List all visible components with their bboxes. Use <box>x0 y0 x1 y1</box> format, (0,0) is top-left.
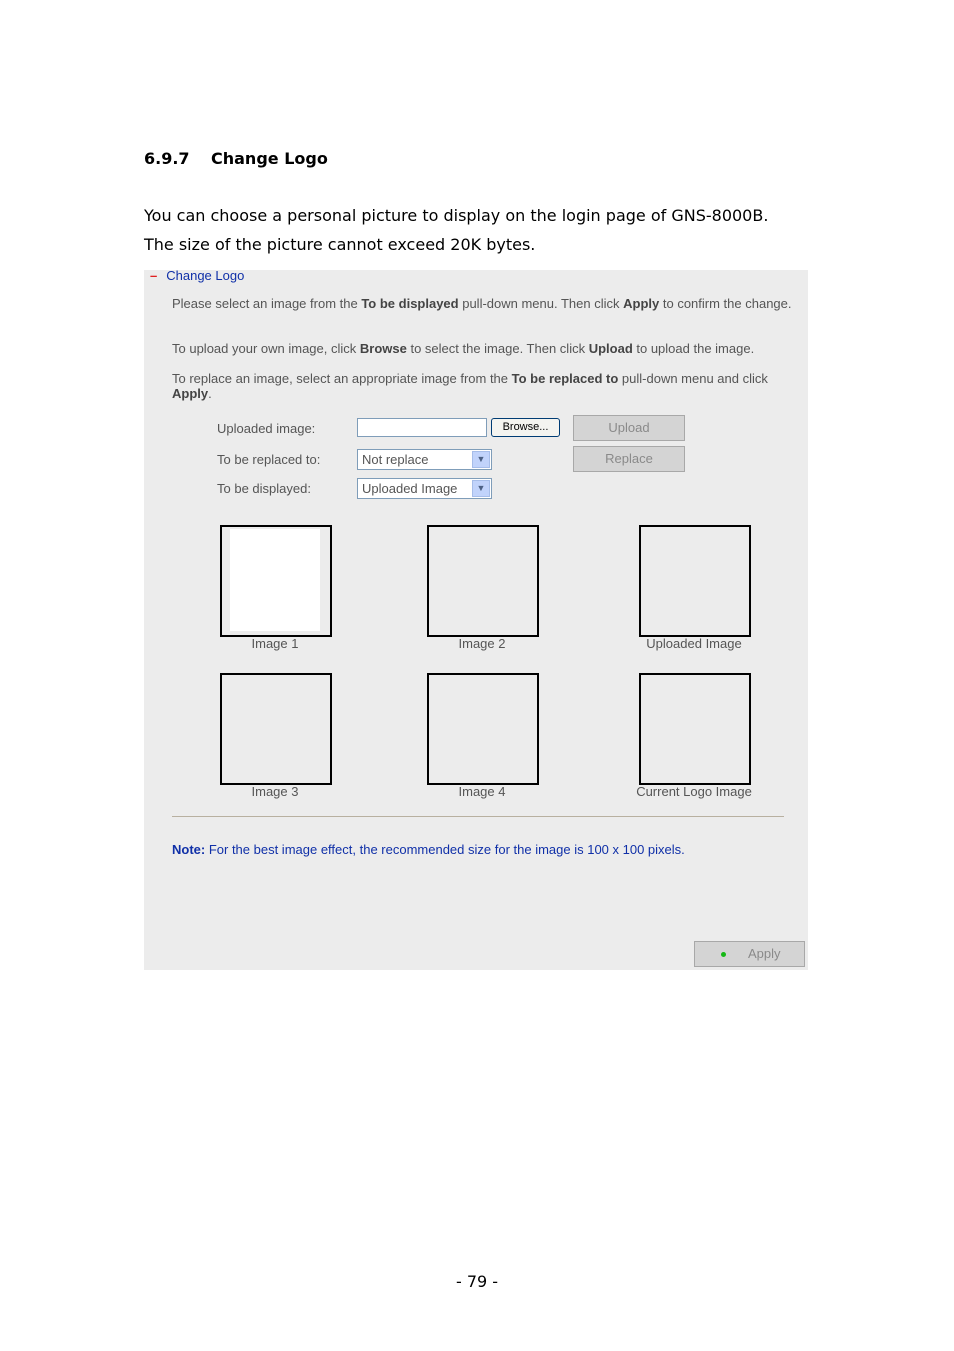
panel-title[interactable]: Change Logo <box>166 268 245 283</box>
displayed-value: Uploaded Image <box>362 481 458 496</box>
upload-button[interactable]: Upload <box>573 415 685 441</box>
para-text: . <box>208 386 212 401</box>
replaced-to-label: To be replaced to: <box>217 452 321 467</box>
image-caption: Current Logo Image <box>636 784 752 799</box>
panel-header[interactable] <box>150 268 244 283</box>
para-text: to upload the image. <box>632 341 755 356</box>
displayed-label: To be displayed: <box>217 481 311 496</box>
chevron-down-icon[interactable]: ▼ <box>472 451 490 468</box>
image-3-thumbnail <box>220 673 332 785</box>
replace-button[interactable]: Replace <box>573 446 685 472</box>
collapse-icon[interactable]: – <box>150 268 158 283</box>
para-bold: Browse <box>359 341 407 356</box>
para-bold: To be replaced to <box>511 371 619 386</box>
para-text: pull-down menu and click <box>618 371 768 386</box>
instruction-replace <box>172 371 797 401</box>
section-number: 6.9.7 <box>144 149 190 168</box>
para-bold: Apply <box>172 386 209 401</box>
replaced-to-select[interactable] <box>357 449 492 470</box>
image-caption: Uploaded Image <box>646 636 742 651</box>
image-caption: Image 2 <box>458 636 506 651</box>
para-text: To upload your own image, click <box>172 341 360 356</box>
status-dot-icon <box>721 952 726 957</box>
intro-line-1: You can choose a personal picture to display on the login page of GNS-8000B. <box>144 206 769 225</box>
image-1-thumbnail <box>220 525 332 637</box>
image-caption: Image 1 <box>251 636 299 651</box>
note <box>172 842 685 857</box>
image-2-thumbnail <box>427 525 539 637</box>
divider <box>172 816 784 817</box>
para-text: To replace an image, select an appropriate image from the <box>172 371 512 386</box>
para-text: to confirm the change. <box>659 296 792 311</box>
image-caption: Image 4 <box>458 784 506 799</box>
para-text: pull-down menu. Then click <box>458 296 624 311</box>
browse-button[interactable]: Browse... <box>491 418 560 437</box>
apply-label: Apply <box>748 946 781 961</box>
image-4-thumbnail <box>427 673 539 785</box>
para-text: to select the image. Then click <box>406 341 589 356</box>
page-number: - 79 - <box>455 1272 499 1291</box>
current-logo-thumbnail <box>639 673 751 785</box>
para-bold: To be displayed <box>361 296 459 311</box>
section-heading <box>144 149 328 168</box>
note-label: Note: <box>172 842 206 857</box>
image-caption: Image 3 <box>251 784 299 799</box>
para-bold: Apply <box>623 296 660 311</box>
change-logo-panel <box>144 270 808 970</box>
displayed-select[interactable] <box>357 478 492 499</box>
instruction-upload <box>172 341 797 356</box>
uploaded-image-field[interactable] <box>357 418 487 437</box>
intro-line-2: The size of the picture cannot exceed 20K bytes. <box>144 235 536 254</box>
section-title: Change Logo <box>211 149 328 168</box>
para-text: Please select an image from the <box>172 296 362 311</box>
instruction-select <box>172 296 797 311</box>
apply-button[interactable] <box>694 941 805 967</box>
chevron-down-icon[interactable]: ▼ <box>472 480 490 497</box>
replaced-to-value: Not replace <box>362 452 429 467</box>
note-text: For the best image effect, the recommended size for the image is 100 x 100 pixels. <box>205 842 685 857</box>
uploaded-image-label: Uploaded image: <box>217 421 316 436</box>
uploaded-image-thumbnail <box>639 525 751 637</box>
para-bold: Upload <box>588 341 633 356</box>
